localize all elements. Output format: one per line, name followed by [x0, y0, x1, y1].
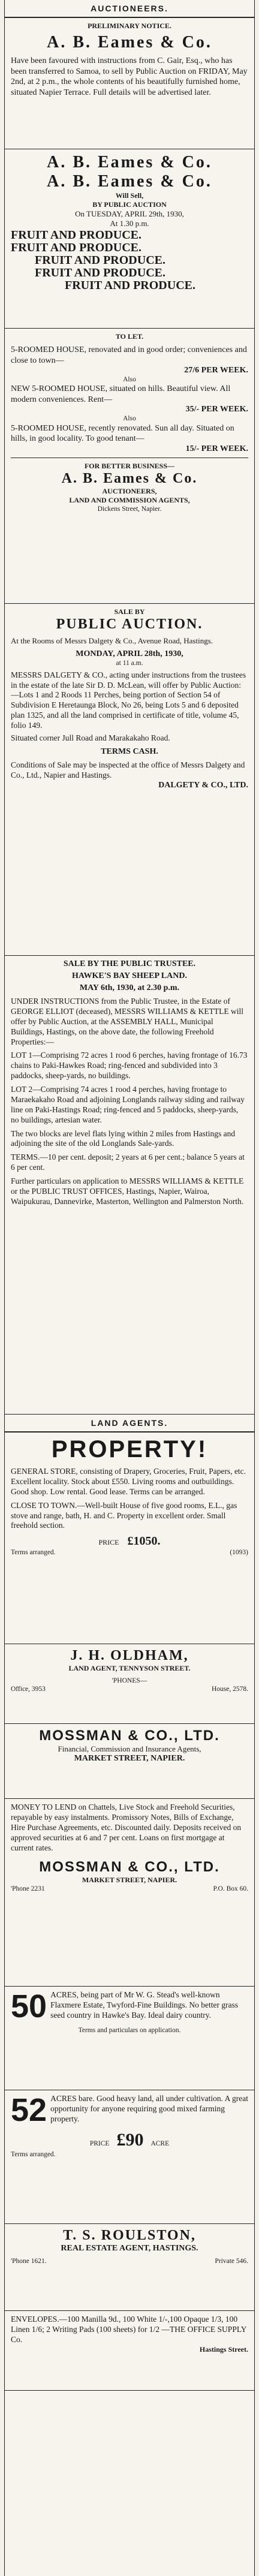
- general-store: GENERAL STORE, consisting of Drapery, Groceries, Fruit, Papers, etc. Excellent locality. Stock about £550. Living rooms and outbuildings. Good shop. Low rental. Good lease. Terms can be arranged.: [11, 1467, 246, 1496]
- terms: TERMS.—10 per cent. deposit; 2 years at 6 per cent.; balance 5 years at 6 per cent.: [11, 1152, 245, 1172]
- lot-1: LOT 1—Comprising 72 acres 1 rood 6 perches, having frontage of 16.73 chains to Paki-Hawkes Road; ring-fenced and subdivided into 3 paddocks, sheep-yards, no buildings.: [11, 1051, 248, 1081]
- monday-time: at 11 a.m.: [116, 660, 143, 667]
- terms-arranged: Terms arranged.: [11, 1549, 56, 1557]
- price2-row: [11, 2130, 248, 2150]
- mossman-contact-row: [11, 1885, 248, 1893]
- fruit-produce-line-1: FRUIT AND PRODUCE.: [11, 228, 141, 242]
- preliminary-notice-body: Have been favoured with instructions from C. Gair, Esq., who has been transferred to Samoa, to sell by Public Auction on FRIDAY, May 2nd, at 2 p.m., the whole contents of his beautifully furnished home, situated Napier Terrace. Full details will be advertised later.: [11, 56, 248, 97]
- fruit-produce-ad: [5, 149, 254, 329]
- also-1: Also: [123, 376, 136, 383]
- preliminary-notice-title: PRELIMINARY NOTICE.: [88, 22, 171, 30]
- mossman-sub: Financial, Commission and Insurance Agents,: [58, 1744, 201, 1753]
- roulston-phone: 'Phone 1621.: [11, 2258, 47, 2265]
- fifty-acres-ad: [5, 1987, 254, 2090]
- may-date: MAY 6th, 1930, at 2.30 p.m.: [79, 983, 180, 992]
- envelopes: ENVELOPES.—100 Manilla 9d., 100 White 1/-,100 Opaque 1/3, 100 Linen 1/6; 2 Writing Pads (100 sheets) for 1/2 —THE OFFICE SUPPLY Co.: [11, 2315, 246, 2344]
- ab-eames-heading-2: A. B. Eames & Co.: [47, 153, 212, 171]
- oldham-name: J. H. OLDHAM,: [70, 1648, 189, 1663]
- fifty-number: 50: [11, 1988, 47, 2024]
- dalgety-body-2: Situated corner Jull Road and Marakakaho Road.: [11, 733, 170, 742]
- also-2: Also: [123, 415, 136, 423]
- house-1-desc: 5-ROOMED HOUSE, renovated and in good order; conveniences and close to town—: [11, 345, 247, 365]
- price-label: PRICE: [98, 1538, 119, 1547]
- particulars: Further particulars on application to MESSRS WILLIAMS & KETTLE or the PUBLIC TRUST OFFICES, Hastings, Napier, Wairoa, Waipukurau, Dannevirke, Masterton, Wellington and Palmerston North.: [11, 1176, 244, 1206]
- sale-by: SALE BY: [114, 607, 145, 616]
- terms-cash: TERMS CASH.: [101, 747, 158, 756]
- price-value: £1050.: [127, 1534, 161, 1548]
- oldham-phones-row: [11, 1685, 248, 1693]
- roulston-ad: [5, 2224, 254, 2311]
- public-trustee-ad: [5, 956, 254, 1415]
- mossman-ad-1: [5, 1724, 254, 1799]
- fruit-produce-line-5: FRUIT AND PRODUCE.: [65, 278, 195, 292]
- lot-2: LOT 2—Comprising 74 acres 1 rood 4 perches, having frontage to Maraekakaho Road and adjoining Longlands railway siding and railway line on Paki-Hastings Road; ring-fenced and 5 paddocks, sheep-yards, no buildings, artesian water.: [11, 1085, 245, 1124]
- public-auction-heading: PUBLIC AUCTION.: [56, 616, 203, 632]
- fifty-two-acres-ad: [5, 2090, 254, 2224]
- tuesday-time: At 1.30 p.m.: [110, 219, 149, 228]
- price-row: [11, 1534, 248, 1548]
- to-let-ad: [5, 329, 254, 604]
- house-2-price: 35/- PER WEEK.: [185, 405, 248, 414]
- roulston-name: T. S. ROULSTON,: [63, 2228, 196, 2243]
- mossman-phone: 'Phone 2231: [11, 1885, 45, 1893]
- fifty-note: Terms and particulars on application.: [78, 2027, 181, 2034]
- ab-eames-heading-1: A. B. Eames & Co.: [47, 33, 212, 52]
- auctioneers-header: AUCTIONEERS.: [5, 0, 254, 18]
- envelopes-ad: [5, 2311, 254, 2391]
- price2-unit: ACRE: [150, 2140, 170, 2147]
- newspaper-column: [4, 0, 255, 2576]
- tuesday-date: On TUESDAY, APRIL 29th, 1930,: [75, 209, 184, 218]
- house-3-price: 15/- PER WEEK.: [185, 444, 248, 453]
- mossman-heading-1: MOSSMAN & CO., LTD.: [39, 1728, 220, 1744]
- house-2-desc: NEW 5-ROOMED HOUSE, situated on hills. Beautiful view. All modern conveniences. Rent—: [11, 384, 231, 404]
- fruit-produce-line-4: FRUIT AND PRODUCE.: [35, 266, 165, 279]
- fifty-two-number: 52: [11, 2092, 47, 2128]
- dalgety-sale-ad: [5, 604, 254, 956]
- phones-label: 'PHONES—: [112, 1677, 147, 1684]
- ab-eames-heading-3: A. B. Eames & Co.: [47, 172, 212, 191]
- ab-eames-heading-4: A. B. Eames & Co.: [61, 470, 198, 486]
- house-phone: House, 2578.: [211, 1686, 248, 1693]
- auctioneers-footer: AUCTIONEERS,: [102, 486, 157, 495]
- price2-value: £90: [116, 2130, 144, 2150]
- land-agents-header: LAND AGENTS.: [5, 1415, 254, 1433]
- fifty-text: ACRES, being part of Mr W. G. Stead's well-known Flaxmere Estate, Twyford-Fine Buildings. No better grass seed country in Hawke's Bay. Ideal dairy country.: [50, 1990, 239, 2020]
- terms-arranged-2: Terms arranged.: [11, 2151, 56, 2158]
- ref-number: (1093): [230, 1549, 248, 1557]
- close-to-town: CLOSE TO TOWN.—Well-built House of five good rooms, E.L., gas stove and range, bath, H. and C. Property in excellent order. Small freehold section.: [11, 1500, 237, 1530]
- mossman-po-box: P.O. Box 60.: [213, 1885, 248, 1893]
- mossman-address: MARKET STREET, NAPIER.: [74, 1754, 185, 1764]
- roulston-sub: REAL ESTATE AGENT, HASTINGS.: [61, 2244, 198, 2253]
- dickens-street: Dickens Street, Napier.: [97, 505, 162, 513]
- trustee-body: UNDER INSTRUCTIONS from the Public Trustee, in the Estate of GEORGE ELLIOT (deceased), MESSRS WILLIAMS & KETTLE will offer by Public Auction, at the ASSEMBLY HALL, Municipal Buildings, Hastings, on the above date, the following Freehold Properties:—: [11, 997, 243, 1046]
- office-phone: Office, 3953: [11, 1686, 46, 1693]
- public-trustee-header: SALE BY THE PUBLIC TRUSTEE.: [63, 959, 196, 968]
- property-ad: [5, 1433, 254, 1644]
- price2-label: PRICE: [89, 2140, 110, 2147]
- rooms-line: At the Rooms of Messrs Dalgety & Co., Avenue Road, Hastings.: [11, 636, 213, 645]
- preliminary-notice-ad: [5, 18, 254, 149]
- monday-line: MONDAY, APRIL 28th, 1930,: [76, 649, 183, 659]
- dalgety-signature: DALGETY & CO., LTD.: [158, 780, 248, 790]
- trustee-body-2: The two blocks are level flats lying within 2 miles from Hastings and adjoining the site of the old Longlands Sale-yards.: [11, 1128, 236, 1148]
- envelopes-address: Hastings Street.: [199, 2345, 248, 2354]
- oldham-ad: [5, 1644, 254, 1724]
- fifty-two-text: ACRES bare. Good heavy land, all under cultivation. A great opportunity for anyone requiring good mixed farming property.: [50, 2094, 249, 2123]
- roulston-phones: [11, 2257, 248, 2265]
- hawkes-bay-sheep-land: HAWKE'S BAY SHEEP LAND.: [72, 971, 187, 980]
- by-public-auction-label: BY PUBLIC AUCTION: [92, 200, 167, 209]
- terms-row: [11, 1548, 248, 1557]
- better-business: FOR BETTER BUSINESS—: [84, 461, 175, 470]
- house-3-desc: 5-ROOMED HOUSE, recently renovated. Sun all day. Situated on hills, in good locality. To good tenant—: [11, 423, 234, 444]
- money-to-lend: MONEY TO LEND on Chattels, Live Stock and Freehold Securities, repayable by easy instalments. Promissory Notes, Bills of Exchange, Hire Purchase Agreements, etc. Discounted daily. Deposits received on approved securities at 6 and 7 per cent. Loans on first mortgage at current rates.: [11, 1802, 242, 1852]
- fruit-produce-line-3: FRUIT AND PRODUCE.: [35, 253, 165, 267]
- roulston-private: Private 546.: [215, 2258, 248, 2265]
- mossman-heading-2: MOSSMAN & CO., LTD.: [39, 1859, 220, 1876]
- dalgety-body: MESSRS DALGETY & CO., acting under instructions from the trustees in the estate of the late Sir D. D. McLean, will offer by Public Auction:—Lots 1 and 2 Roods 11 Perches, being portion of Section 54 of Subdivision E Heretaunga Block, No 26, being Lots 5 and 6 deposited plan 1325, and all the land comprised in certificate of title, volume 45, folio 149.: [11, 670, 246, 730]
- oldham-address: LAND AGENT, TENNYSON STREET.: [68, 1664, 191, 1672]
- to-let-title: TO LET.: [115, 332, 144, 341]
- property-heading: PROPERTY!: [51, 1436, 208, 1462]
- will-sell-label: Will Sell,: [115, 191, 144, 200]
- house-1-price: 27/6 PER WEEK.: [184, 366, 248, 375]
- land-commission-agents: LAND AND COMMISSION AGENTS,: [69, 495, 190, 504]
- money-to-lend-ad: [5, 1799, 254, 1987]
- fruit-produce-line-2: FRUIT AND PRODUCE.: [11, 240, 141, 254]
- dalgety-body-3: Conditions of Sale may be inspected at the office of Messrs Dalgety and Co., Ltd., Napier and Hastings.: [11, 760, 245, 780]
- mossman-address-2: MARKET STREET, NAPIER.: [82, 1876, 177, 1885]
